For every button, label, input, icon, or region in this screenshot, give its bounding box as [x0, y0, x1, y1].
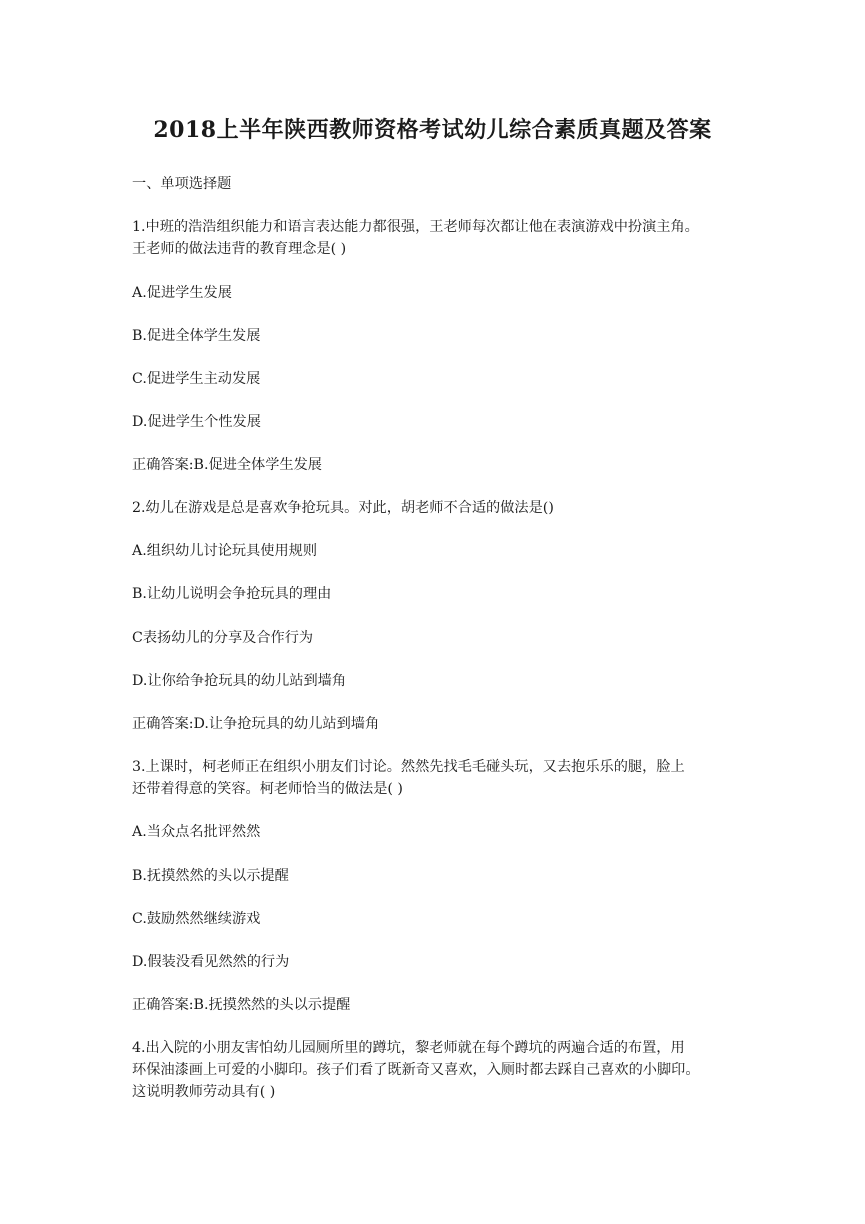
question-3-option-a: A.当众点名批评然然	[132, 824, 261, 840]
question-3-option-c: C.鼓励然然继续游戏	[132, 911, 261, 927]
section-heading: 一、单项选择题	[132, 176, 232, 192]
question-1-option-a: A.促进学生发展	[132, 285, 232, 301]
question-1-option-b: B.促进全体学生发展	[132, 328, 261, 344]
question-1-text-cont: 王老师的做法违背的教育理念是( )	[132, 241, 347, 257]
question-3-option-b: B.抚摸然然的头以示提醒	[132, 868, 289, 884]
question-4-text-cont-2: 这说明教师劳动具有( )	[132, 1084, 276, 1100]
question-4-text: 4.出入院的小朋友害怕幼儿园厕所里的蹲坑，黎老师就在每个蹲坑的两遍合适的布置，用	[132, 1040, 685, 1056]
question-2-option-b: B.让幼儿说明会争抢玩具的理由	[132, 586, 332, 602]
document-title: 2018上半年陕西教师资格考试幼儿综合素质真题及答案	[153, 117, 712, 143]
question-2-option-c: C表扬幼儿的分享及合作行为	[132, 630, 314, 646]
question-2-option-d: D.让你给争抢玩具的幼儿站到墙角	[132, 673, 347, 689]
question-3-text: 3.上课时，柯老师正在组织小朋友们讨论。然然先找毛毛碰头玩，又去抱乐乐的腿，脸上	[132, 759, 685, 775]
question-3-option-d: D.假装没看见然然的行为	[132, 954, 290, 970]
question-2-answer: 正确答案:D.让争抢玩具的幼儿站到墙角	[132, 716, 380, 732]
question-4-text-cont: 环保油漆画上可爱的小脚印。孩子们看了既新奇又喜欢，入厕时都去踩自己喜欢的小脚印。	[132, 1062, 700, 1078]
question-1-option-c: C.促进学生主动发展	[132, 371, 261, 387]
question-3-text-cont: 还带着得意的笑容。柯老师恰当的做法是( )	[132, 781, 403, 797]
question-2-option-a: A.组织幼儿讨论玩具使用规则	[132, 543, 318, 559]
question-1-answer: 正确答案:B.促进全体学生发展	[132, 457, 322, 473]
question-1-text: 1.中班的浩浩组织能力和语言表达能力都很强，王老师每次都让他在表演游戏中扮演主角。	[132, 219, 699, 235]
question-3-answer: 正确答案:B.抚摸然然的头以示提醒	[132, 997, 351, 1013]
question-1-option-d: D.促进学生个性发展	[132, 414, 261, 430]
question-2-text: 2.幼儿在游戏是总是喜欢争抢玩具。对此，胡老师不合适的做法是()	[132, 500, 554, 516]
